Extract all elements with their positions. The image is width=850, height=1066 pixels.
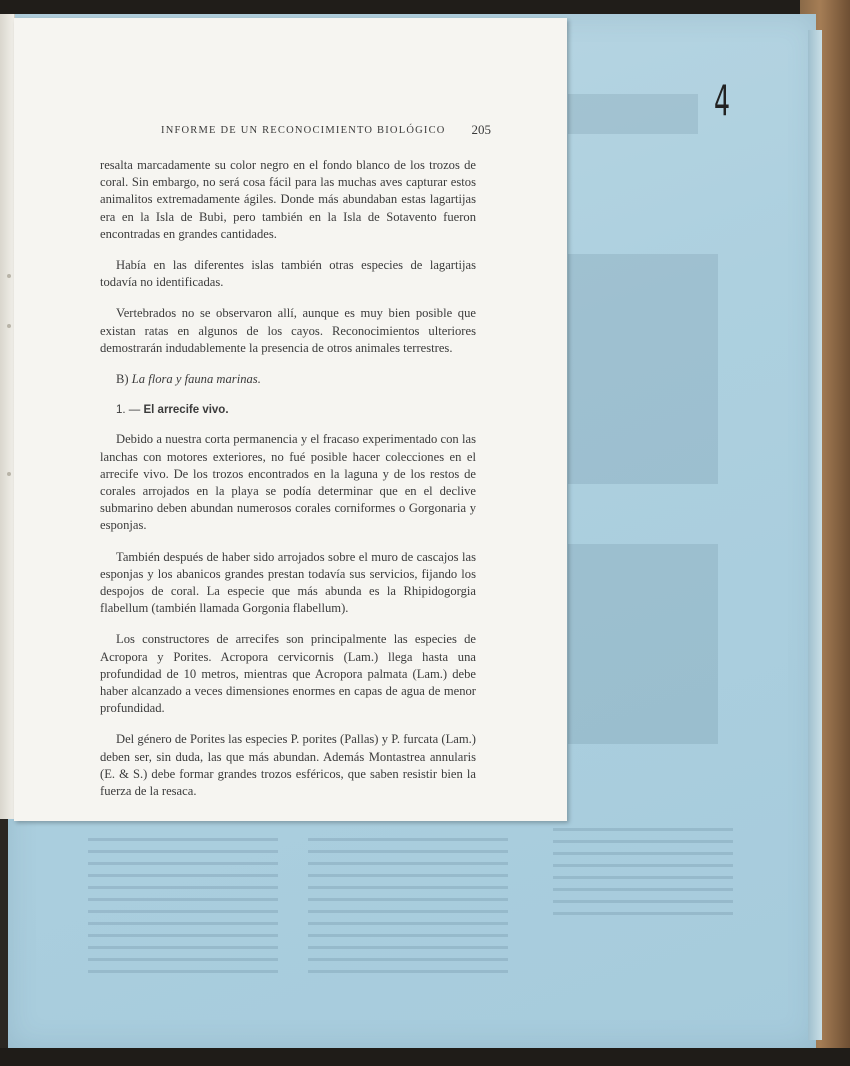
bleed-through-text-column [553, 819, 733, 949]
bleed-through-heading [568, 94, 698, 134]
paragraph: También después de haber sido arrojados sobre el muro de cascajos las esponjas y los abanicos grandes prestan todavía sus servicios, fijando los despojos de coral. La especie que más abunda es la Rhipidogorgia flabellum (también llamada Gorgonia flabellum). [100, 549, 476, 616]
bleed-through-photo [568, 254, 718, 484]
binder-top-edge [0, 0, 850, 14]
subsection-number: 1. — [116, 404, 141, 417]
paragraph: Vertebrados no se observaron allí, aunque es muy bien posible que existan ratas en algunos de los cayos. Reconocimientos ulteriores demostrarán indudablemente la presencia de otros animales terrestres. [100, 306, 476, 355]
binding-hole [7, 274, 11, 278]
handwritten-sheet-number: 4 [714, 76, 731, 125]
running-header [161, 122, 491, 138]
binder-bottom-edge [0, 1048, 850, 1066]
section-title: La flora y fauna marinas. [131, 372, 261, 387]
subsection-heading [100, 402, 476, 419]
section-heading [100, 371, 476, 388]
section-label: B) [116, 372, 129, 387]
running-head-title: INFORME DE UN RECONOCIMIENTO BIOLÓGICO [161, 124, 446, 136]
binding-hole [7, 472, 11, 476]
paragraph: Había en las diferentes islas también otras especies de lagartijas todavía no identificadas. [100, 258, 476, 290]
paragraph: Del género de Porites las especies P. porites (Pallas) y P. furcata (Lam.) deben ser, sin duda, las que más abundan. Además Montastrea annularis (E. & S.) debe formar grandes trozos esféricos, que saben resistir bien la fuerza de la resaca. [100, 732, 476, 799]
bleed-through-photo [568, 544, 718, 744]
stacked-sheet-edge [808, 30, 822, 1040]
paragraph: resalta marcadamente su color negro en el fondo blanco de los trozos de coral. Sin embargo, no será cosa fácil para las muchas aves capturar estos animalitos extremadamente ágiles. Donde más abundaban estas lagartijas era en la Isla de Bubi, pero también en la Isla de Sotavento fueron encontradas en grandes cantidades. [100, 158, 476, 241]
page-number: 205 [471, 122, 491, 137]
subsection-title: El arrecife vivo. [143, 404, 229, 417]
bleed-through-text-column [88, 829, 278, 1019]
paragraph: Los constructores de arrecifes son principalmente las especies de Acropora y Porites. Acropora cervicornis (Lam.) llega hasta una profundidad de 10 metros, mientras que Acropora palmata (Lam.) debe haber alcanzado a veces dimensiones enormes en capas de agua de menor profundidad. [100, 632, 476, 716]
binding-hole [7, 324, 11, 328]
previous-page-edge [0, 14, 15, 819]
paragraph: Debido a nuestra corta permanencia y el fracaso experimentado con las lanchas con motores exteriores, no fué posible hacer colecciones en el arrecife vivo. De los trozos encontrados en la laguna y de los restos de corales arrojados en la playa se podía determinar que en el declive submarino deben abundan numerosos corales corniformes o Gorgonaria y esponjas. [100, 432, 476, 533]
bleed-through-text-column [308, 829, 508, 1019]
printed-page [14, 18, 567, 821]
page-body [100, 157, 476, 814]
